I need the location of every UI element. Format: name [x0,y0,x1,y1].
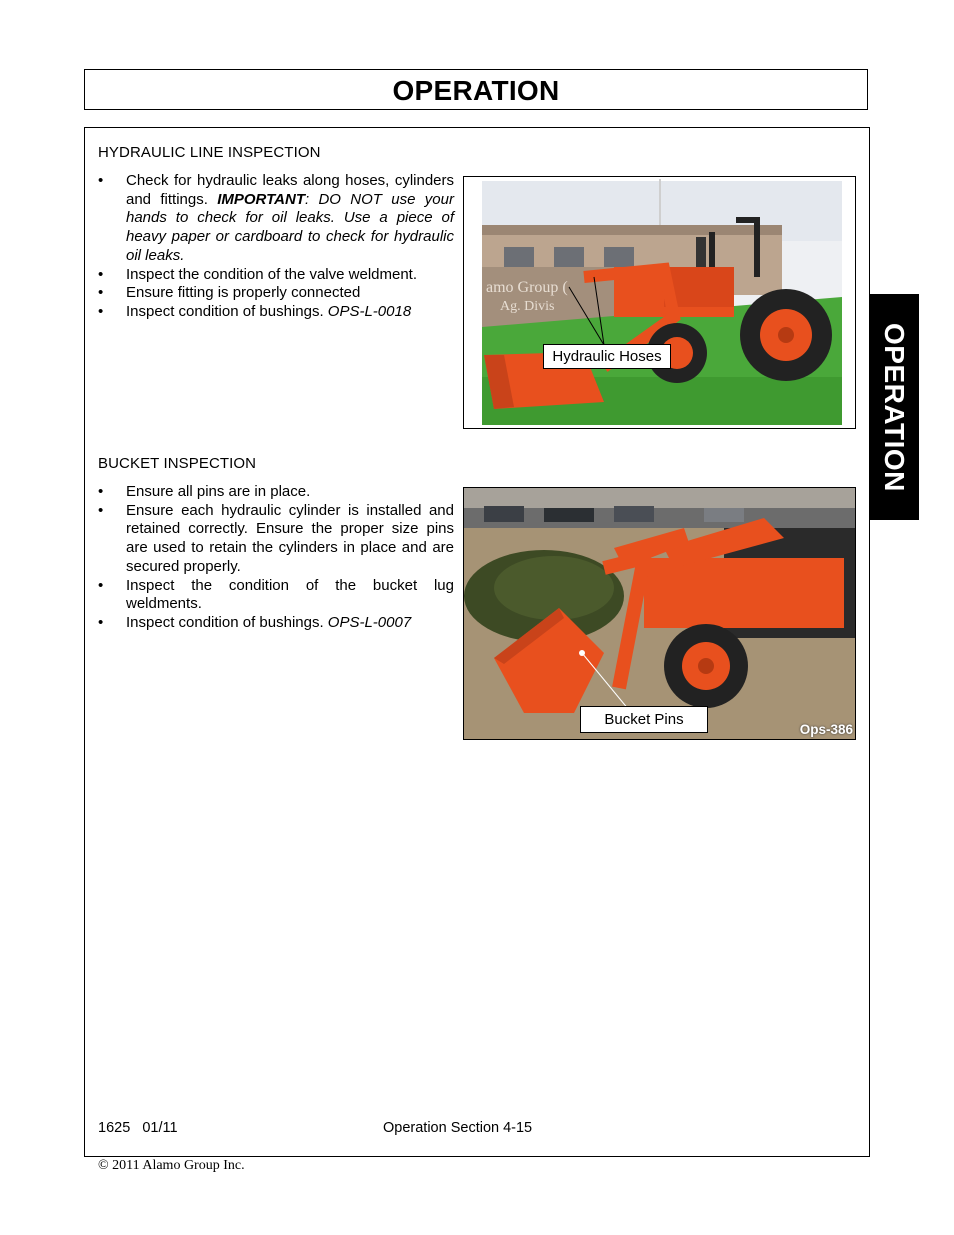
copyright: © 2011 Alamo Group Inc. [98,1158,245,1173]
sign-text: amo Group ( [486,279,568,296]
important-note: : DO NOT use your hands to check for oil leaks. Use a piece of heavy paper or cardboard to check for hydraulic oil leaks. [126,190,454,264]
tractor-photo [464,177,855,428]
bullet-text: Inspect the condition of the valve weldment. [126,265,418,283]
sign-text: Ag. Divis [500,299,555,314]
reference-code: OPS-L-0018 [327,302,412,320]
loader-photo [464,488,855,739]
footer-model-date: 1625 01/11 [98,1120,178,1136]
list-item [98,577,454,614]
side-tab [869,294,919,520]
bullet-text: Inspect condition of bushings. [126,613,328,631]
section-heading-bucket: BUCKET INSPECTION [98,455,257,472]
bullet-text: Ensure all pins are in place. [126,483,311,500]
hydraulic-bullet-list [98,172,454,322]
callout-hydraulic-hoses: Hydraulic Hoses [543,344,671,369]
list-item [98,266,454,285]
important-label: IMPORTANT [217,190,305,208]
bullet-text: Inspect the condition of the bucket lug weldments. [126,576,454,613]
figure-bucket-pins [463,487,856,740]
side-tab-label: OPERATION [879,322,910,492]
figure-hydraulic-hoses [463,176,856,429]
list-item [98,502,454,577]
header-box [84,69,868,110]
list-item [98,614,454,633]
list-item [98,172,454,266]
bullet-text: Ensure each hydraulic cylinder is installed and retained correctly. Ensure the proper size pins are used to retain the cylinders in place and are secured properly. [126,501,454,575]
figure-code: Ops-386 [799,722,853,737]
footer-section: Operation Section 4-15 [383,1120,533,1136]
list-item [98,303,454,322]
callout-bucket-pins: Bucket Pins [580,706,708,733]
bullet-text: Ensure fitting is properly connected [126,284,361,302]
list-item [98,483,454,502]
bullet-text: Inspect condition of bushings. [126,302,328,320]
page-title: OPERATION [392,74,560,106]
bucket-bullet-list [98,483,454,633]
list-item [98,284,454,303]
bullet-text: Check for hydraulic leaks along hoses, cylinders and fittings. [126,172,454,208]
section-heading-hydraulic: HYDRAULIC LINE INSPECTION [98,144,321,161]
reference-code: OPS-L-0007 [327,613,412,631]
